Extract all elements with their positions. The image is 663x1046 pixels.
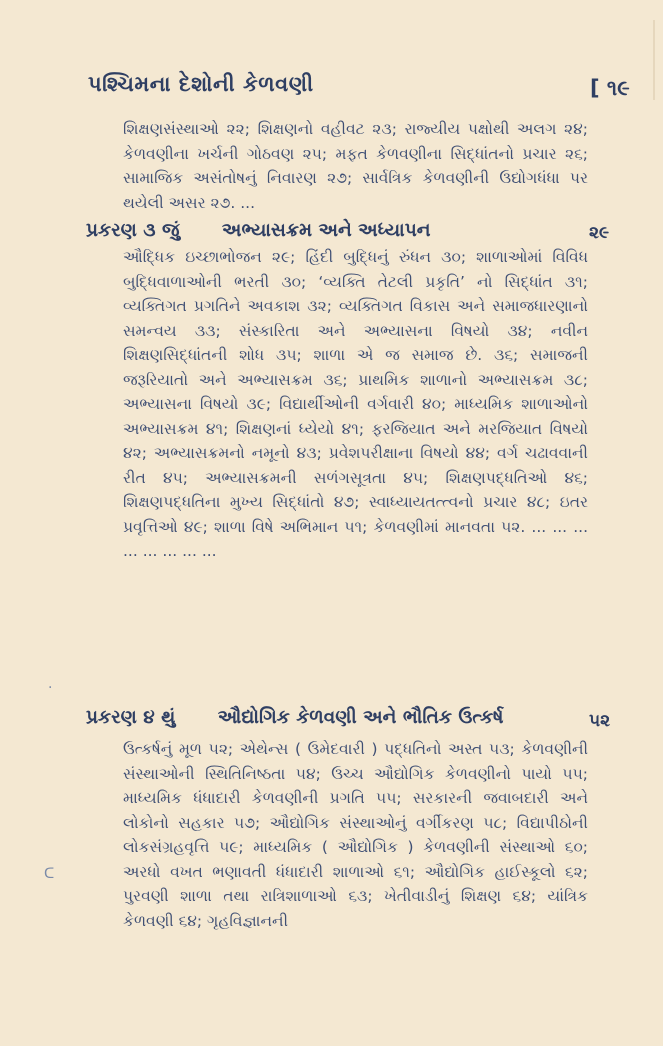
chapter-3-heading bbox=[86, 220, 431, 241]
chapter-3-page: ૨૯ bbox=[589, 223, 610, 243]
chapter-3-number: પ્રકરણ ૩ જું bbox=[86, 220, 180, 241]
chapter-3-title: અભ્યાસક્રમ અને અધ્યાપન bbox=[221, 220, 431, 241]
margin-mark-2: ᑕ bbox=[44, 866, 55, 882]
margin-mark: . bbox=[48, 676, 53, 692]
chapter-4-heading bbox=[86, 707, 503, 728]
chapter-4-contents: ઉત્કર્ષનું મૂળ ૫૨; એથેન્સ ( ઉમેદવારી ) પદ્ધતિનો અસ્ત ૫૩; કેળવણીની સંસ્થાઓની સ્થિતિનિષ્ઠતા ૫૪; ઉચ્ચ ઔદ્યોગિક કેળવણીનો પાયો ૫૫; માધ્યમિક ધંધાદારી કેળવણીની પ્રગતિ ૫૫; સરકારની જવાબદારી અને લોકોનો સહકાર ૫૭; ઔદ્યોગિક સંસ્થાઓનું વર્ગીકરણ ૫૮; વિદ્યાપીઠોની લોકસંગ્રહવૃત્તિ ૫૯; માધ્યમિક ( ઔદ્યોગિક ) કેળવણીની સંસ્થાઓ ૬૦; અરધો વખત ભણાવતી ધંધાદારી શાળાઓ ૬૧; ઔદ્યોગિક હાઈસ્કૂલો ૬૨; પુરવણી શાળા તથા રાત્રિશાળાઓ ૬૩; ખેતીવાડીનું શિક્ષણ ૬૪; યાંત્રિક કેળવણી ૬૪; ગૃહવિજ્ઞાનની bbox=[123, 740, 588, 930]
page-edge-mark bbox=[653, 20, 655, 100]
chapter-4-title: ઔદ્યોગિક કેળવણી અને ભૌતિક ઉત્કર્ષ bbox=[217, 707, 504, 728]
running-title: પશ્ચિમના દેશોની કેળવણી bbox=[88, 72, 314, 96]
chapter-4-page: ૫૨ bbox=[589, 711, 611, 731]
chapter-4-number: પ્રકરણ ૪ થું bbox=[86, 707, 176, 728]
intro-contents-paragraph: શિક્ષણસંસ્થાઓ ૨૨; શિક્ષણનો વહીવટ ૨૩; રાજ્યીય પક્ષોથી અલગ ૨૪; કેળવણીના ખર્ચની ગોઠવણ ૨૫; મફત કેળવણીના સિદ્ધાંતનો પ્રચાર ૨૬; સામાજિક અસંતોષનું નિવારણ ૨૭; સાર્વત્રિક કેળવણીની ઉદ્યોગધંધા પર થયેલી અસર ૨૭. ... bbox=[123, 120, 588, 212]
chapter-3-contents: ઔદ્ધિક ઇચ્છાભોજન ૨૯; હિંદી બુદ્ધિનું રુંધન ૩૦; શાળાઓમાં વિવિધ બુદ્ધિવાળાઓની ભરતી ૩૦; ‘વ્યક્તિ તેટલી પ્રકૃતિ’ નો સિદ્ધાંત ૩૧; વ્યક્તિગત પ્રગતિને અવકાશ ૩૨; વ્યક્તિગત વિકાસ અને સમાજધારણાનો સમન્વય ૩૩; સંસ્કારિતા અને અભ્યાસના વિષયો ૩૪; નવીન શિક્ષણસિદ્ધાંતની શોધ ૩૫; શાળા એ જ સમાજ છે. ૩૬; સમાજની જરૂરિયાતો અને અભ્યાસક્રમ ૩૬; પ્રાથમિક શાળાનો અભ્યાસક્રમ ૩૮; અભ્યાસના વિષયો ૩૯; વિદ્યાર્થીઓની વર્ગવારી ૪૦; માધ્યમિક શાળાઓનો અભ્યાસક્રમ ૪૧; શિક્ષણનાં ધ્યેયો ૪૧; ફરજિયાત અને મરજિયાત વિષયો ૪૨; અભ્યાસક્રમનો નમૂનો ૪૩; પ્રવેશપરીક્ષાના વિષયો ૪૪; વર્ગ ચઢાવવાની રીત ૪૫; અભ્યાસક્રમની સળંગસૂત્રતા ૪૫; શિક્ષણપદ્ધતિઓ ૪૬; શિક્ષણપદ્ધતિના મુખ્ય સિદ્ધાંતો ૪૭; સ્વાધ્યાયતત્ત્વનો પ્રચાર ૪૮; ઇતર પ્રવૃત્તિઓ ૪૯; શાળા વિષે અભિમાન ૫૧; કેળવણીમાં માનવતા ૫૨. ... ... ... ... ... ... ... ... bbox=[123, 248, 588, 560]
page-number: [ ૧૯ bbox=[590, 76, 630, 100]
